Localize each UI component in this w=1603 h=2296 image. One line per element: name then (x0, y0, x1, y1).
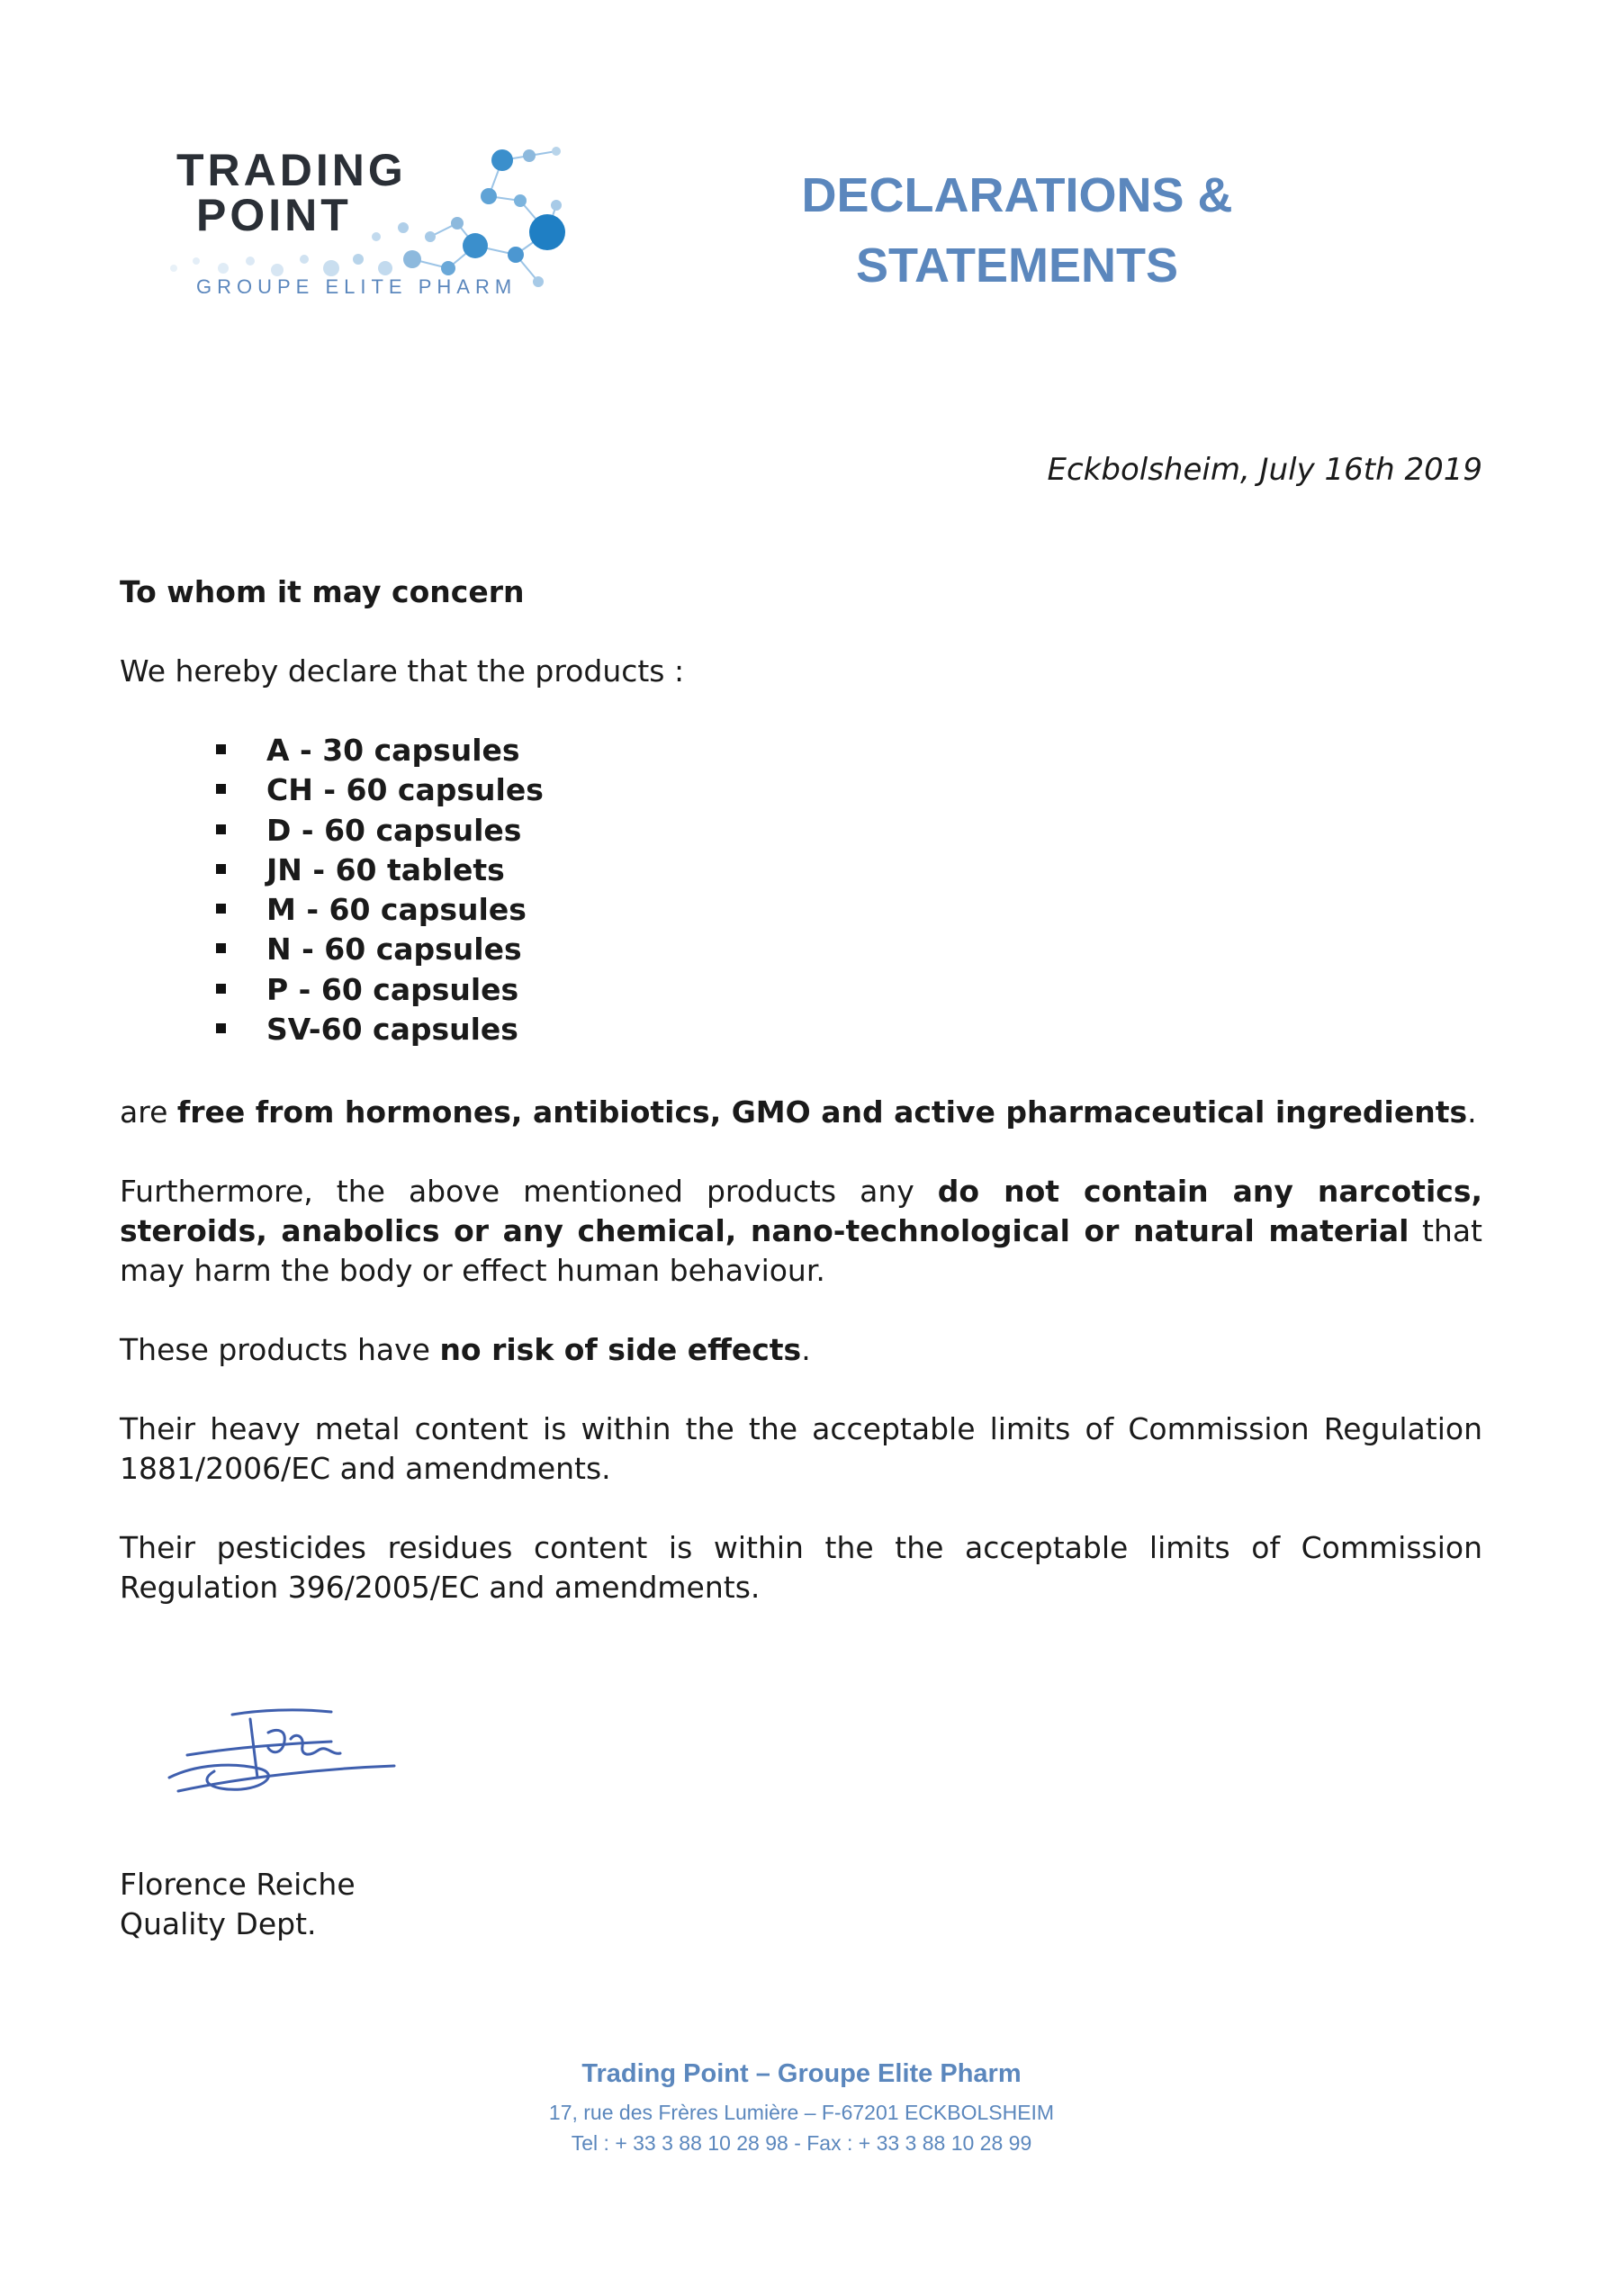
salutation: To whom it may concern (120, 574, 525, 609)
bullet-icon (216, 1023, 226, 1033)
product-label: D - 60 capsules (266, 812, 522, 848)
paragraph-emphasis: no risk of side effects (439, 1332, 802, 1367)
list-item (216, 1010, 544, 1049)
bullet-icon (216, 864, 226, 874)
signer-department: Quality Dept. (120, 1906, 317, 1941)
list-item (216, 811, 544, 851)
product-label: JN - 60 tablets (266, 851, 505, 887)
logo-line2: POINT (196, 190, 352, 240)
footer-phone: Tel : + 33 3 88 10 28 98 - Fax : + 33 3 88 10 28 99 (571, 2131, 1032, 2155)
list-item (216, 851, 544, 890)
bullet-icon (216, 824, 226, 834)
product-label: M - 60 capsules (266, 892, 527, 928)
paragraph-does-not-contain (120, 1172, 1482, 1291)
title-line-2: STATEMENTS (856, 239, 1178, 293)
paragraph-text: Furthermore, the above mentioned products any (120, 1174, 938, 1209)
product-label: SV-60 capsules (266, 1012, 518, 1048)
logo-graphic (160, 133, 583, 309)
list-item (216, 890, 544, 930)
logo-tagline: GROUPE ELITE PHARM (196, 275, 518, 298)
paragraph-emphasis: do not contain any narcotics, steroids, anabolics or any chemical, nano-technological or natural material (120, 1174, 1483, 1248)
list-item (216, 770, 544, 810)
bullet-icon (216, 943, 226, 953)
company-logo (160, 133, 583, 309)
footer-company: Trading Point – Groupe Elite Pharm (581, 2059, 1022, 2088)
product-label: A - 30 capsules (266, 733, 520, 768)
paragraph-text: . (801, 1332, 811, 1367)
paragraph-text: . (1467, 1094, 1477, 1130)
signer-block (120, 1865, 356, 1944)
product-label: P - 60 capsules (266, 971, 519, 1007)
bullet-icon (216, 784, 226, 794)
footer-address: 17, rue des Frères Lumière – F-67201 ECKBOLSHEIM (548, 2101, 1055, 2124)
product-label: N - 60 capsules (266, 932, 522, 968)
list-item (216, 930, 544, 969)
paragraph-text: These products have (120, 1332, 440, 1367)
product-label: CH - 60 capsules (266, 772, 544, 808)
document-date: Eckbolsheim, July 16th 2019 (1047, 452, 1482, 488)
paragraph-pesticides: Their pesticides residues content is within the the acceptable limits of Commission Regulation 396/2005/EC and amendments. (120, 1530, 1482, 1605)
paragraph-side-effects (120, 1330, 1482, 1370)
document-title (738, 160, 1296, 301)
product-list (216, 731, 544, 1049)
bullet-icon (216, 744, 226, 754)
signer-name: Florence Reiche (120, 1867, 356, 1902)
paragraph-text: are (120, 1094, 177, 1130)
bullet-icon (216, 904, 226, 914)
handwritten-signature (160, 1692, 412, 1818)
list-item (216, 731, 544, 770)
list-item (216, 970, 544, 1010)
bullet-icon (216, 984, 226, 994)
title-line-1: DECLARATIONS & (801, 168, 1233, 222)
paragraph-heavy-metal: Their heavy metal content is within the the acceptable limits of Commission Regulation 1881/2006/EC and amendments. (120, 1411, 1482, 1486)
logo-line1: TRADING (176, 145, 407, 195)
intro-text: We hereby declare that the products : (120, 653, 685, 689)
paragraph-text: that may harm the body or effect human behaviour. (120, 1213, 1482, 1288)
paragraph-free-from (120, 1093, 1482, 1132)
paragraph-emphasis: free from hormones, antibiotics, GMO and active pharmaceutical ingredients (176, 1094, 1468, 1130)
